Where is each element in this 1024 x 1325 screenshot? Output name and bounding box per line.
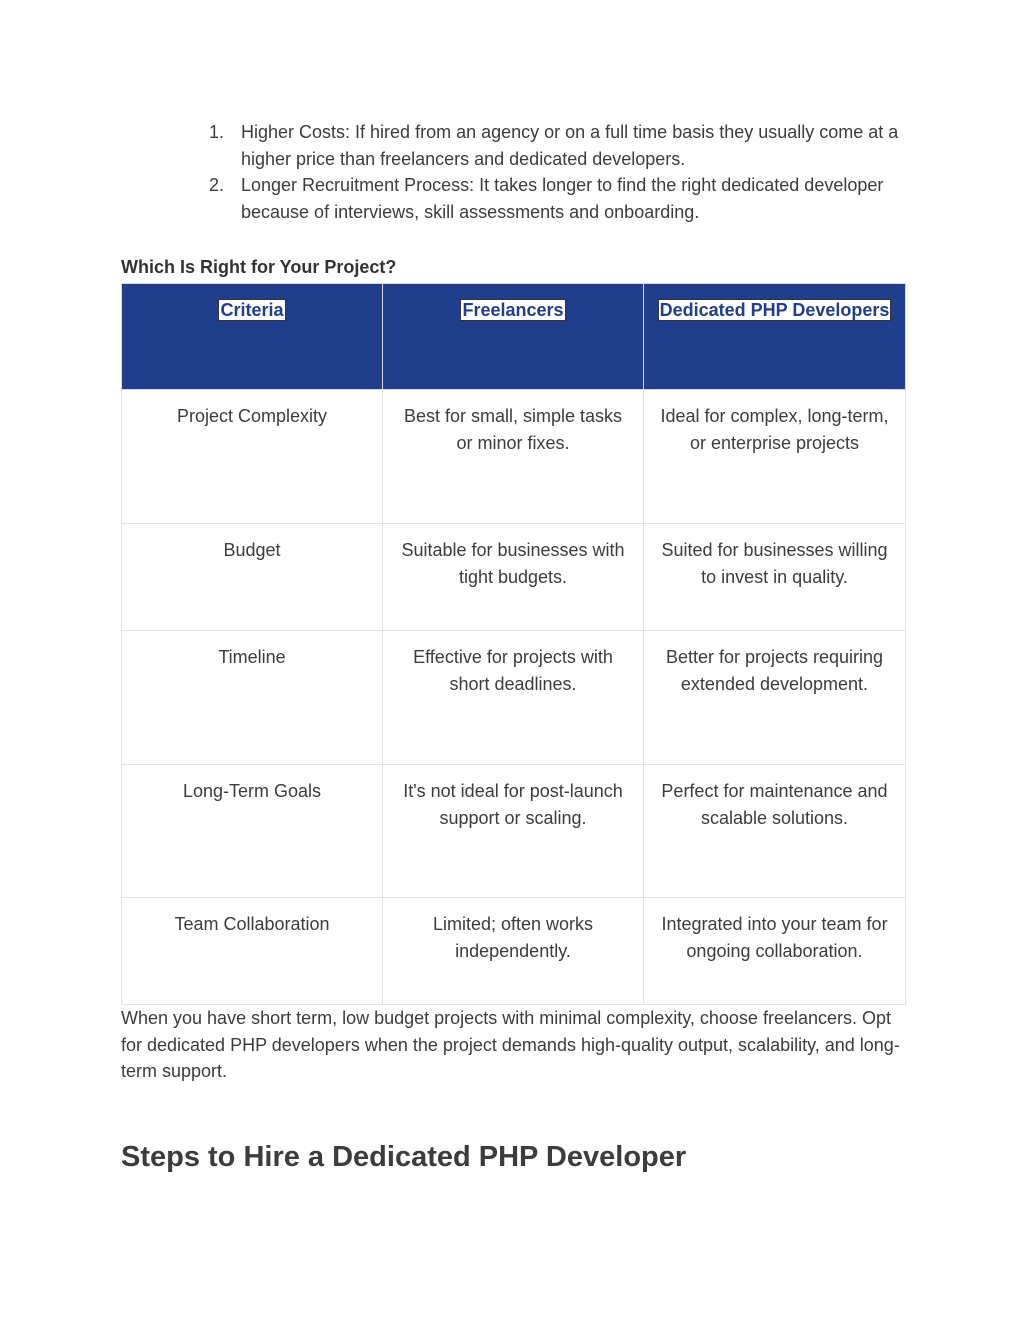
table-cell: Integrated into your team for ongoing collaboration. xyxy=(644,898,906,1005)
table-cell: Team Collaboration xyxy=(122,898,383,1005)
table-header-row xyxy=(122,284,906,390)
header-dedicated-php-developers: Dedicated PHP Developers xyxy=(644,284,906,390)
drawbacks-list xyxy=(209,119,909,225)
table-row xyxy=(122,898,906,1005)
section-heading: Which Is Right for Your Project? xyxy=(121,257,397,277)
table-cell: Suitable for businesses with tight budgets. xyxy=(383,524,644,631)
list-item-text: Higher Costs: If hired from an agency or on a full time basis they usually come at a higher price than freelancers and dedicated developers. xyxy=(241,122,899,169)
table-cell: Limited; often works independently. xyxy=(383,898,644,1005)
steps-heading: Steps to Hire a Dedicated PHP Developer xyxy=(121,1141,687,1173)
list-item xyxy=(209,172,909,225)
list-item-text: Longer Recruitment Process: It takes longer to find the right dedicated developer because of interviews, skill assessments and onboarding. xyxy=(241,175,884,222)
list-number: 2. xyxy=(209,175,225,196)
header-criteria: Criteria xyxy=(122,284,383,390)
table-row xyxy=(122,524,906,631)
table-row xyxy=(122,631,906,765)
table-row xyxy=(122,390,906,524)
comparison-table xyxy=(121,283,906,1005)
table-cell: Timeline xyxy=(122,631,383,765)
table-cell: Budget xyxy=(122,524,383,631)
header-freelancers: Freelancers xyxy=(383,284,644,390)
table-cell: Long-Term Goals xyxy=(122,765,383,898)
list-item xyxy=(209,119,909,172)
list-number: 1. xyxy=(209,122,225,142)
table-cell: Perfect for maintenance and scalable solutions. xyxy=(644,765,906,898)
summary-paragraph: When you have short term, low budget projects with minimal complexity, choose freelancers. Opt for dedicated PHP developers when the project demands high-quality output, scalability, and long-term support. xyxy=(121,1008,900,1082)
table-cell: Effective for projects with short deadlines. xyxy=(383,631,644,765)
table-cell: Best for small, simple tasks or minor fixes. xyxy=(383,390,644,524)
table-cell: Project Complexity xyxy=(122,390,383,524)
table-cell: Ideal for complex, long-term, or enterprise projects xyxy=(644,390,906,524)
table-row xyxy=(122,765,906,898)
table-cell: Better for projects requiring extended development. xyxy=(644,631,906,765)
table-cell: Suited for businesses willing to invest in quality. xyxy=(644,524,906,631)
table-cell: It's not ideal for post-launch support or scaling. xyxy=(383,765,644,898)
